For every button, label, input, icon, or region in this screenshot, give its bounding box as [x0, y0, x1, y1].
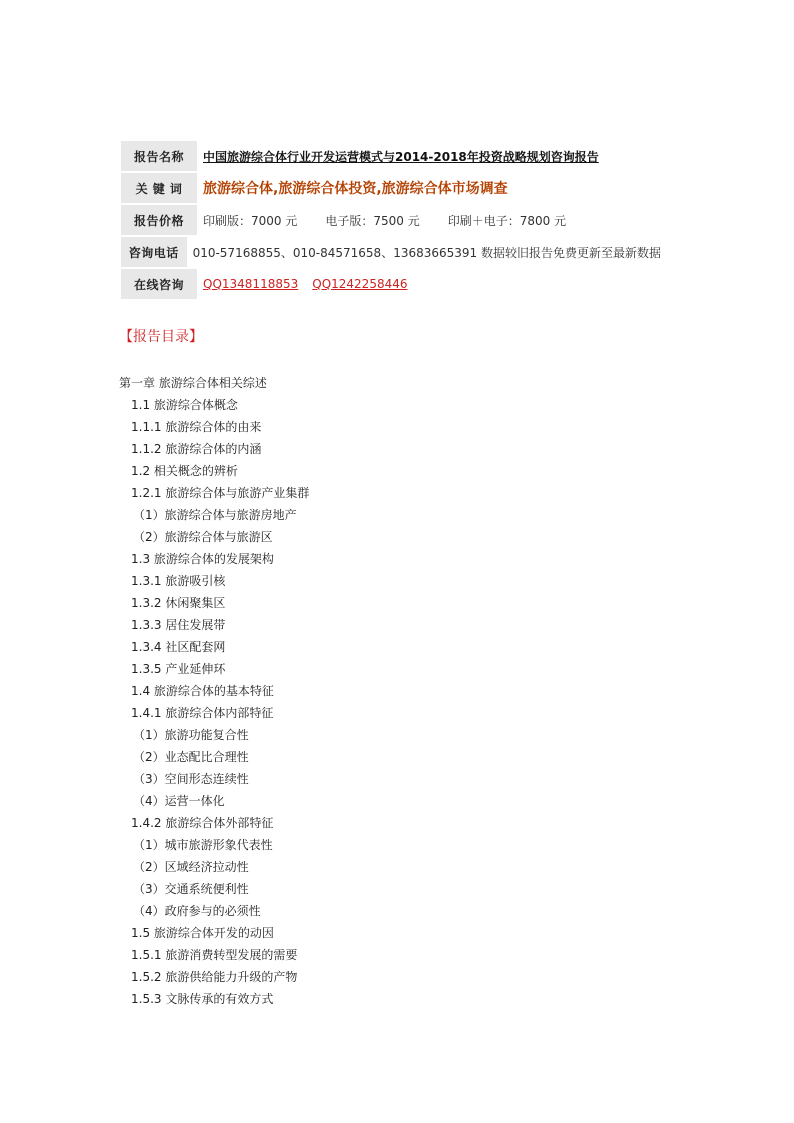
report-title: 中国旅游综合体行业开发运营模式与2014-2018年投资战略规划咨询报告 — [203, 149, 599, 164]
toc-item: （4）政府参与的必须性 — [133, 904, 261, 918]
phone-row — [121, 236, 661, 268]
online-links — [203, 277, 422, 291]
price-print: 印刷版：7000 元 — [203, 213, 298, 228]
keywords-label: 关 键 词 — [121, 173, 197, 203]
title-label: 报告名称 — [121, 141, 197, 171]
toc-item: 1.2.1 旅游综合体与旅游产业集群 — [131, 486, 310, 500]
toc-item: （2）业态配比合理性 — [133, 750, 249, 764]
toc-item: （2）旅游综合体与旅游区 — [133, 530, 273, 544]
qq-link-1[interactable]: QQ1348118853 — [203, 277, 299, 291]
toc-item: 第一章 旅游综合体相关综述 — [119, 376, 267, 390]
toc-item: （1）城市旅游形象代表性 — [133, 838, 273, 852]
toc-heading: 【报告目录】 — [119, 329, 203, 345]
toc-item: （3）空间形态连续性 — [133, 772, 249, 786]
phone-label: 咨询电话 — [121, 237, 187, 267]
table-of-contents — [119, 372, 309, 1010]
price-label: 报告价格 — [121, 205, 197, 235]
keywords-row — [121, 172, 661, 204]
toc-item: 1.5.2 旅游供给能力升级的产物 — [131, 970, 298, 984]
toc-item: （1）旅游综合体与旅游房地产 — [133, 508, 297, 522]
toc-item: 1.5 旅游综合体开发的动因 — [131, 926, 274, 940]
toc-item: 1.5.3 文脉传承的有效方式 — [131, 992, 274, 1006]
price-row — [121, 204, 661, 236]
toc-item: 1.3.2 休闲聚集区 — [131, 596, 226, 610]
online-row — [121, 268, 661, 300]
price-electronic: 电子版：7500 元 — [325, 213, 420, 228]
keywords-value: 旅游综合体,旅游综合体投资,旅游综合体市场调查 — [203, 181, 508, 197]
toc-item: 1.3.3 居住发展带 — [131, 618, 226, 632]
toc-item: 1.2 相关概念的辨析 — [131, 464, 238, 478]
price-both: 印刷＋电子：7800 元 — [447, 213, 567, 228]
toc-item: （3）交通系统便利性 — [133, 882, 249, 896]
toc-item: （1）旅游功能复合性 — [133, 728, 249, 742]
toc-item: 1.4 旅游综合体的基本特征 — [131, 684, 274, 698]
toc-item: 1.1 旅游综合体概念 — [131, 398, 238, 412]
toc-item: 1.3.4 社区配套网 — [131, 640, 226, 654]
phone-value: 010-57168855、010-84571658、13683665391 数据较旧报告免费更新至最新数据 — [192, 245, 661, 260]
qq-link-2[interactable]: QQ1242258446 — [312, 277, 408, 291]
toc-item: 1.1.2 旅游综合体的内涵 — [131, 442, 262, 456]
toc-item: （4）运营一体化 — [133, 794, 225, 808]
toc-item: 1.4.2 旅游综合体外部特征 — [131, 816, 274, 830]
report-info-table — [121, 140, 661, 300]
toc-item: 1.3.5 产业延伸环 — [131, 662, 226, 676]
title-row — [121, 140, 661, 172]
toc-item: 1.3.1 旅游吸引核 — [131, 574, 226, 588]
toc-item: 1.5.1 旅游消费转型发展的需要 — [131, 948, 298, 962]
toc-item: （2）区域经济拉动性 — [133, 860, 249, 874]
price-values — [203, 212, 594, 229]
online-label: 在线咨询 — [121, 269, 197, 299]
toc-item: 1.3 旅游综合体的发展架构 — [131, 552, 274, 566]
toc-item: 1.4.1 旅游综合体内部特征 — [131, 706, 274, 720]
toc-item: 1.1.1 旅游综合体的由来 — [131, 420, 262, 434]
